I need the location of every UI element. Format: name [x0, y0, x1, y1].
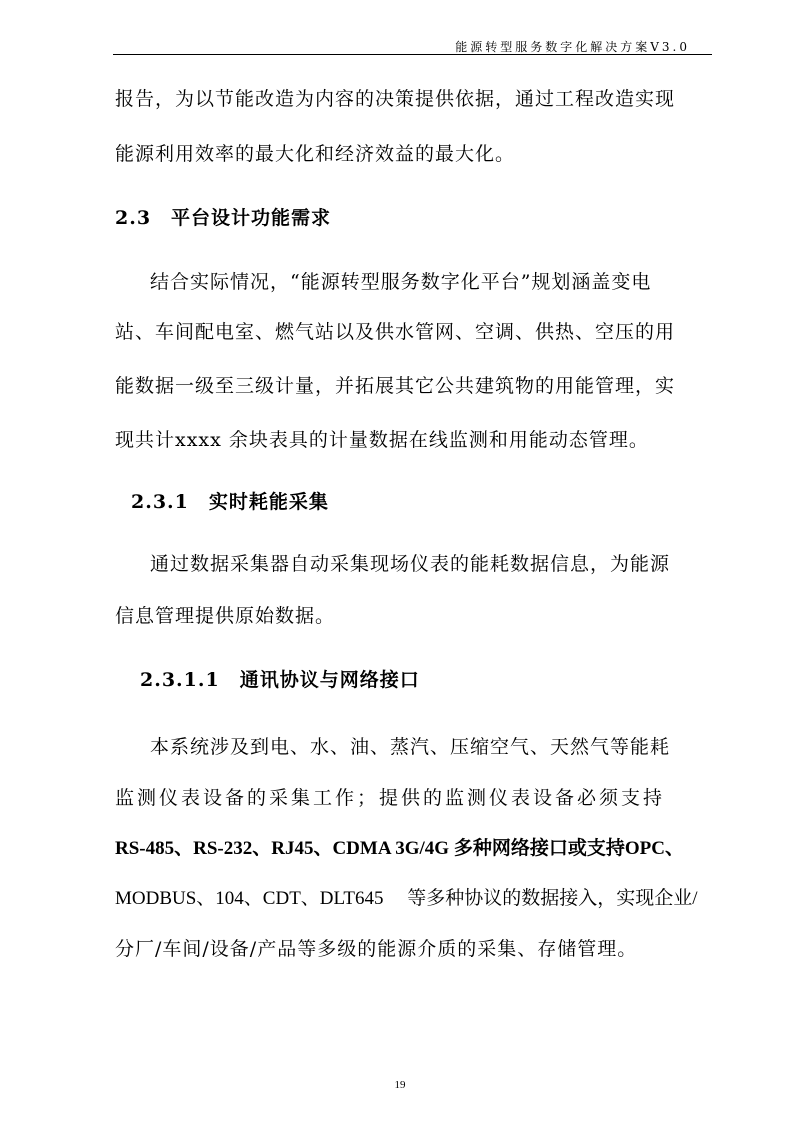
section-heading-2-3: 2.3 平台设计功能需求: [115, 207, 332, 229]
header-rule: [113, 54, 712, 55]
paragraph-line: 现共计xxxx 余块表具的计量数据在线监测和用能动态管理。: [115, 429, 649, 451]
paragraph-line: 结合实际情况，“能源转型服务数字化平台”规划涵盖变电: [150, 271, 652, 293]
paragraph-line: 监测仪表设备的采集工作；提供的监测仪表设备必须支持: [115, 787, 666, 809]
paragraph-line: 报告，为以节能改造为内容的决策提供依据，通过工程改造实现: [115, 88, 676, 110]
paragraph-line: 信息管理提供原始数据。: [115, 605, 336, 627]
header-title: 能源转型服务数字化解决方案V3.0: [455, 40, 690, 54]
paragraph-line: MODBUS、104、CDT、DLT645 等多种协议的数据接入，实现企业/: [115, 888, 698, 909]
paragraph-line: RS-485、RS-232、RJ45、CDMA 3G/4G 多种网络接口或支持OPC、: [115, 838, 684, 859]
section-heading-2-3-1: 2.3.1 实时耗能采集: [131, 491, 329, 513]
section-heading-2-3-1-1: 2.3.1.1 通讯协议与网络接口: [140, 669, 420, 691]
paragraph-line: 能源利用效率的最大化和经济效益的最大化。: [115, 143, 516, 165]
paragraph-line: 通过数据采集器自动采集现场仪表的能耗数据信息，为能源: [150, 553, 671, 575]
paragraph-line: 分厂/车间/设备/产品等多级的能源介质的采集、存储管理。: [115, 938, 638, 960]
page-header: [0, 30, 800, 56]
paragraph-line: 站、车间配电室、燃气站以及供水管网、空调、供热、空压的用: [115, 321, 676, 343]
page-number: 19: [394, 1079, 406, 1091]
paragraph-line: 能数据一级至三级计量，并拓展其它公共建筑物的用能管理，实: [115, 375, 676, 397]
paragraph-line: 本系统涉及到电、水、油、蒸汽、压缩空气、天然气等能耗: [150, 736, 671, 758]
